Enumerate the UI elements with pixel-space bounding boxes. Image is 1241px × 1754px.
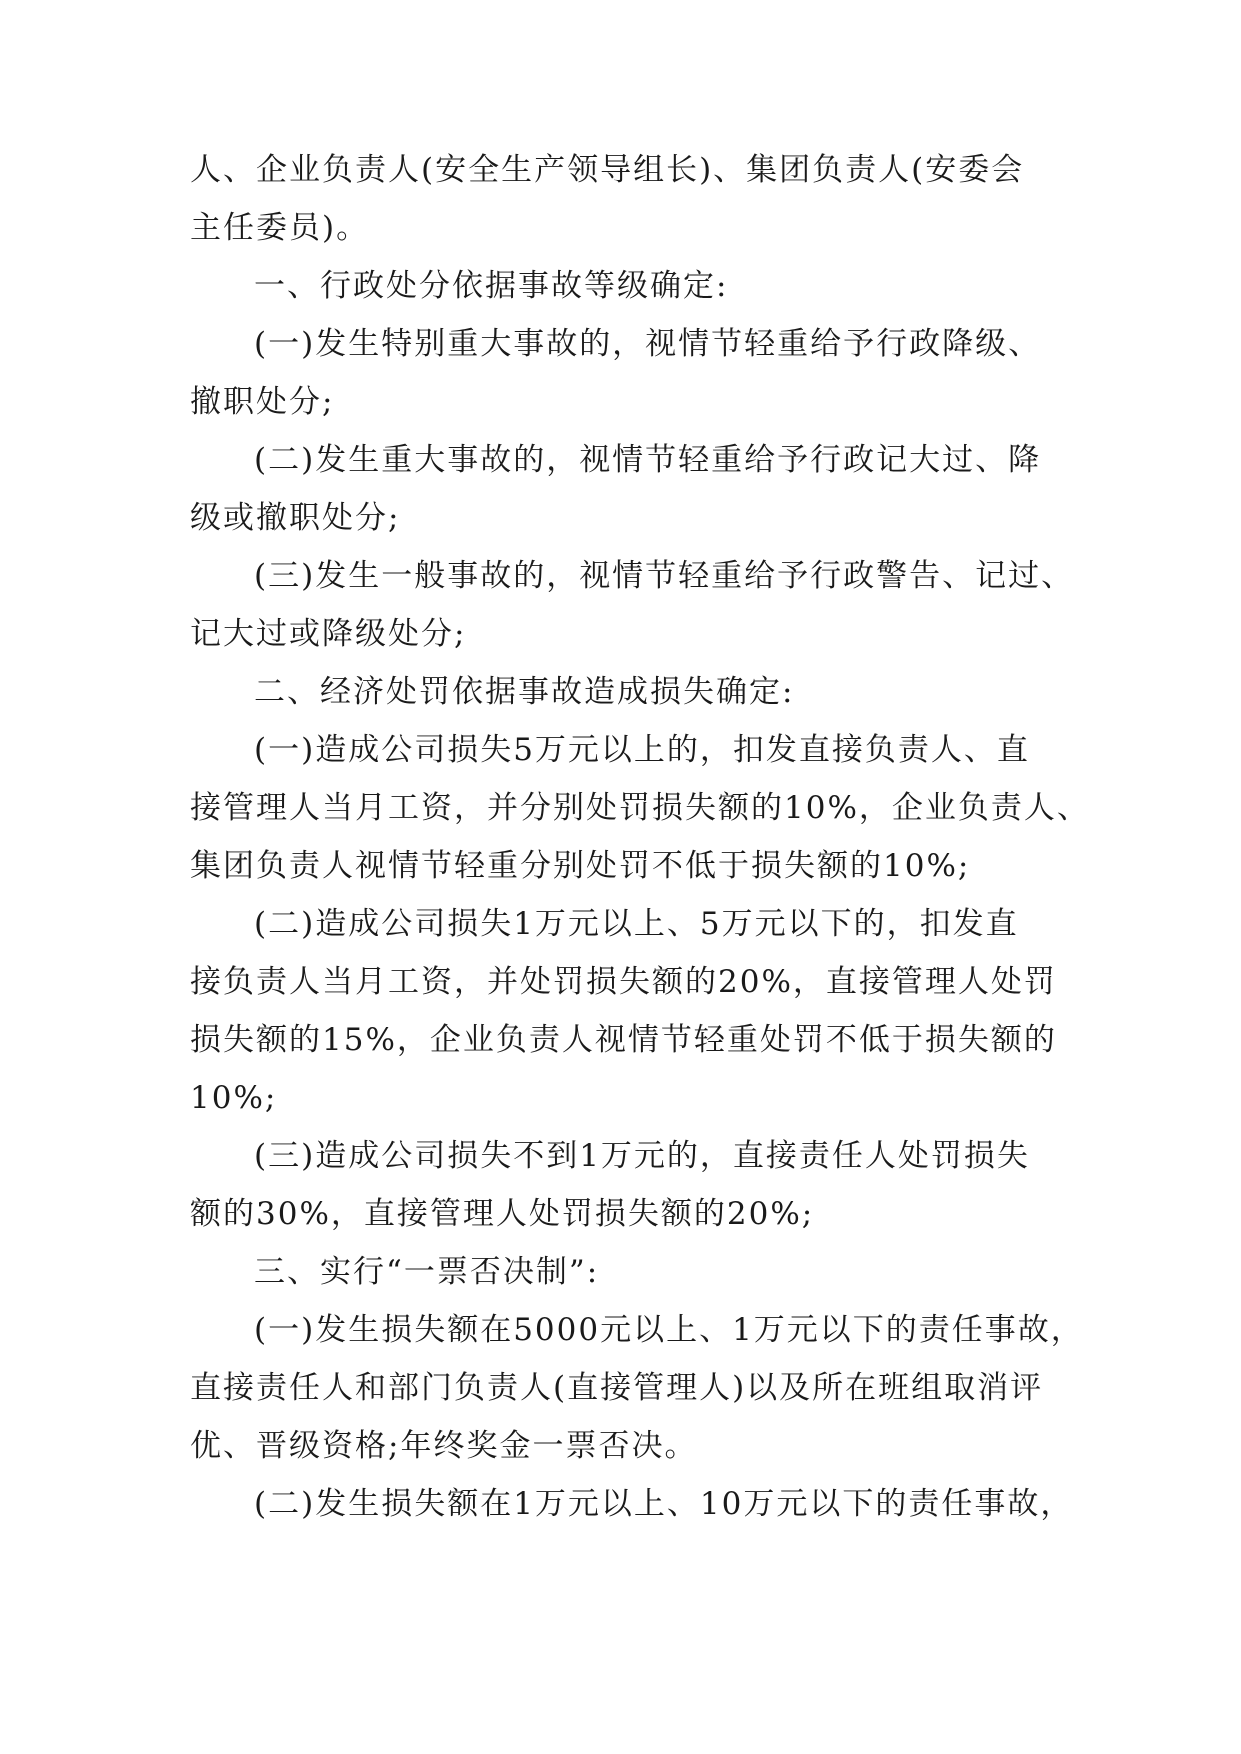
text-line: 接负责人当月工资，并处罚损失额的20%，直接管理人处罚 xyxy=(190,964,1057,1000)
text-line: (一)发生特别重大事故的，视情节轻重给予行政降级、 xyxy=(254,326,1042,362)
section-heading: 二、经济处罚依据事故造成损失确定: xyxy=(254,674,795,710)
text-line: 主任委员)。 xyxy=(190,210,370,246)
text-line: (三)造成公司损失不到1万元的，直接责任人处罚损失 xyxy=(254,1138,1030,1174)
text-line: (二)造成公司损失1万元以上、5万元以下的，扣发直 xyxy=(254,906,1019,942)
text-line: (三)发生一般事故的，视情节轻重给予行政警告、记过、 xyxy=(254,558,1075,594)
text-line: 额的30%，直接管理人处罚损失额的20%; xyxy=(190,1196,815,1232)
text-line: 直接责任人和部门负责人(直接管理人)以及所在班组取消评 xyxy=(190,1370,1044,1406)
text-line: 人、企业负责人(安全生产领导组长)、集团负责人(安委会 xyxy=(190,152,1025,188)
text-line: 接管理人当月工资，并分别处罚损失额的10%，企业负责人、 xyxy=(190,790,1090,826)
text-line: 撤职处分; xyxy=(190,384,335,420)
text-line: (一)造成公司损失5万元以上的，扣发直接负责人、直 xyxy=(254,732,1030,768)
section-heading: 三、实行“一票否决制”: xyxy=(254,1254,600,1290)
text-line: 级或撤职处分; xyxy=(190,500,401,536)
section-heading: 一、行政处分依据事故等级确定: xyxy=(254,268,729,304)
text-line: (二)发生损失额在1万元以上、10万元以下的责任事故， xyxy=(254,1486,1074,1522)
text-line: 优、晋级资格;年终奖金一票否决。 xyxy=(190,1428,698,1464)
text-line: 记大过或降级处分; xyxy=(190,616,467,652)
text-line: (二)发生重大事故的，视情节轻重给予行政记大过、降 xyxy=(254,442,1042,478)
text-line: 10%; xyxy=(190,1080,278,1116)
text-line: 集团负责人视情节轻重分别处罚不低于损失额的10%; xyxy=(190,848,971,884)
text-line: 损失额的15%，企业负责人视情节轻重处罚不低于损失额的 xyxy=(190,1022,1057,1058)
text-line: (一)发生损失额在5000元以上、1万元以下的责任事故， xyxy=(254,1312,1084,1348)
